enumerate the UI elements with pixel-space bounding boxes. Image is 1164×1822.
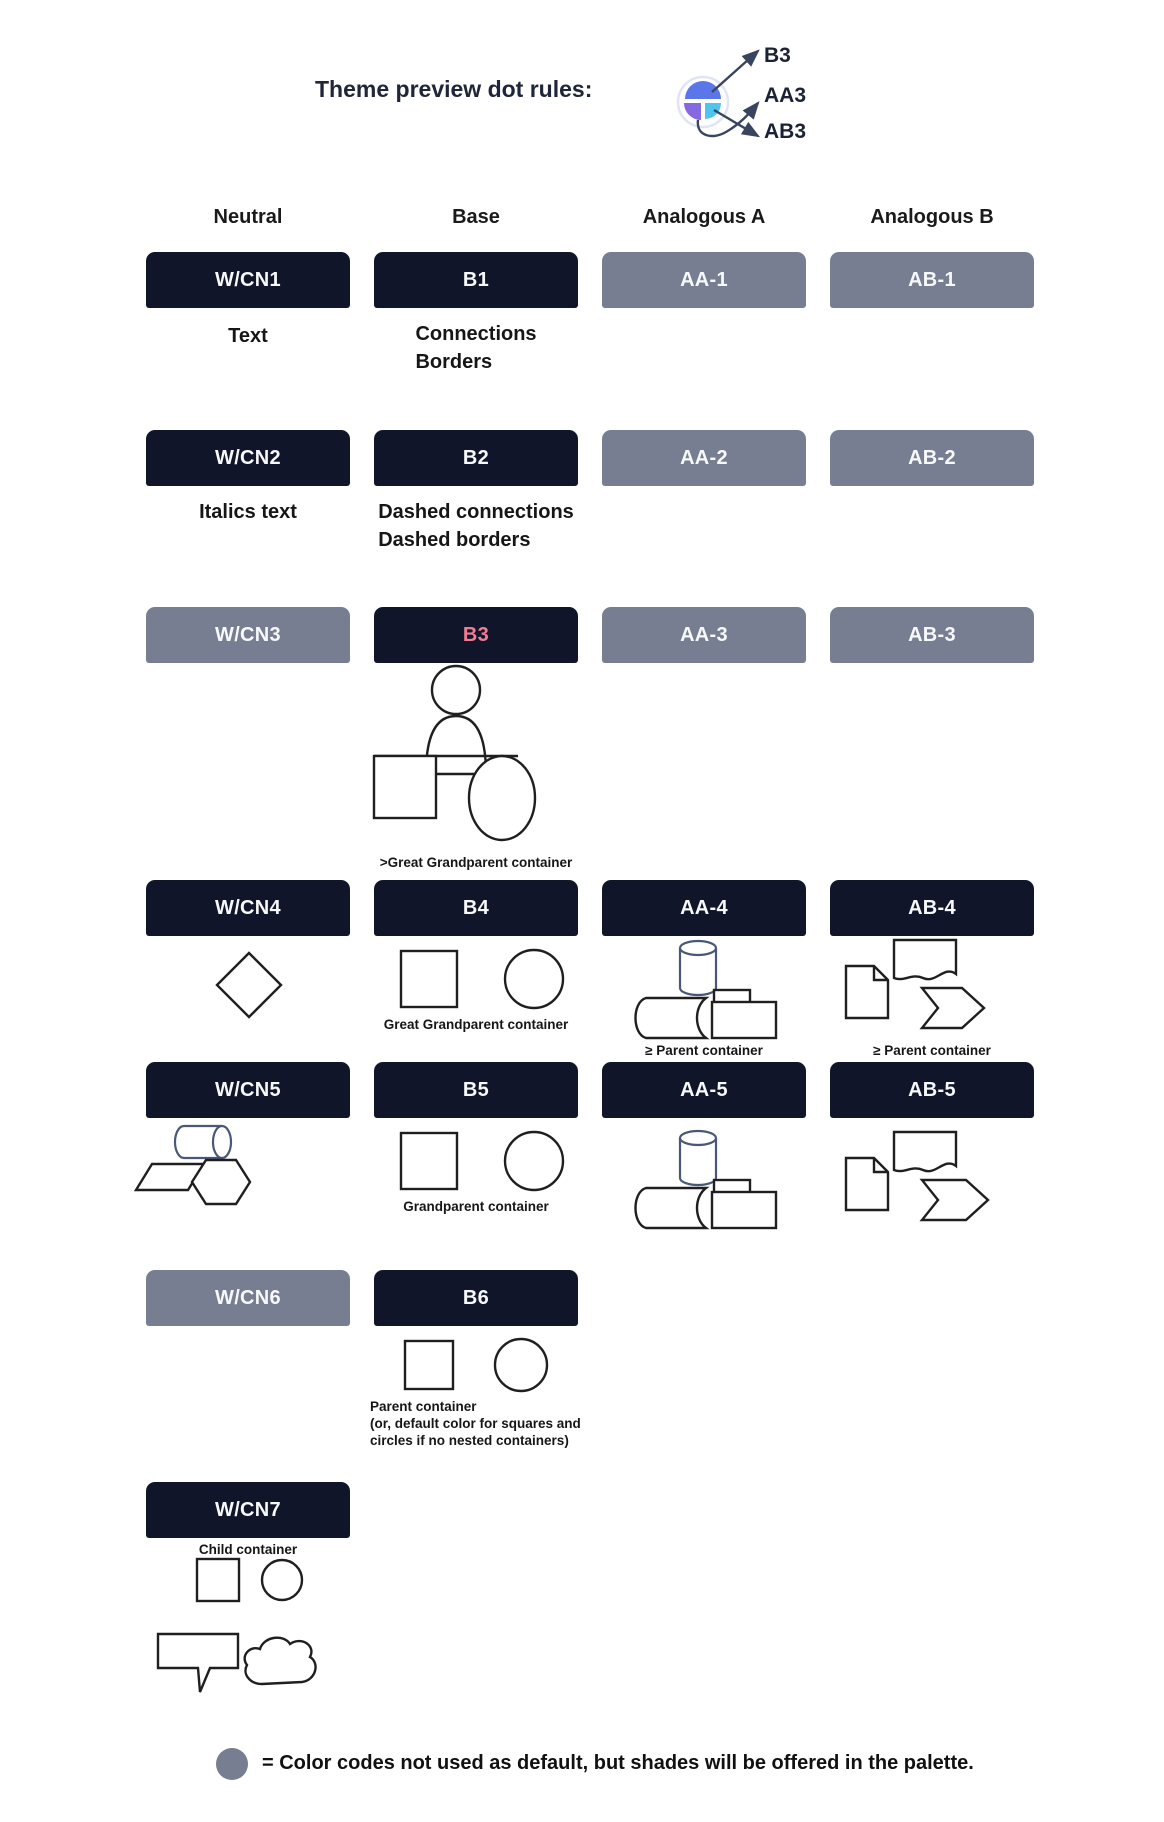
square-shape xyxy=(197,1559,239,1601)
swatch-label: W/CN1 xyxy=(215,268,281,291)
caption-line: Borders xyxy=(415,351,493,373)
diamond-shape xyxy=(214,950,284,1020)
swatch-aa2 xyxy=(602,430,806,486)
stored-data-shape xyxy=(636,1188,707,1228)
hexagon-shape xyxy=(192,1160,250,1204)
swatch-ab1 xyxy=(830,252,1034,308)
cloud-shape xyxy=(245,1638,316,1684)
square-circle-shapes xyxy=(402,1336,552,1396)
swatch-aa4 xyxy=(602,880,806,936)
swatch-label: W/CN5 xyxy=(215,1078,281,1101)
swatch-wcn2 xyxy=(146,430,350,486)
page-document-chevron-shapes xyxy=(838,934,998,1036)
square-shape xyxy=(405,1341,453,1389)
caption-b6-shapes xyxy=(370,1398,620,1449)
swatch-b1 xyxy=(374,252,578,308)
swatch-label: AB-5 xyxy=(908,1078,956,1101)
caption-aa4-shapes: ≥ Parent container xyxy=(645,1043,763,1058)
page-folded-corner-shape xyxy=(846,1158,888,1210)
caption-italics-text: Italics text xyxy=(199,501,297,523)
circle-shape xyxy=(495,1339,547,1391)
swatch-label: AB-1 xyxy=(908,268,956,291)
caption-b5-shapes: Grandparent container xyxy=(403,1199,549,1214)
column-header-analogous-b: Analogous B xyxy=(870,206,994,228)
page-document-chevron-shapes xyxy=(838,1126,998,1228)
speech-bubble-shape xyxy=(158,1634,238,1692)
dot-rule-label-ab3: AB3 xyxy=(764,120,807,143)
caption-line: (or, default color for squares and xyxy=(370,1416,581,1431)
swatch-aa3 xyxy=(602,607,806,663)
square-circle-shapes xyxy=(398,946,568,1012)
ellipse-shape xyxy=(469,756,535,840)
swatch-b2 xyxy=(374,430,578,486)
square-shape xyxy=(401,951,457,1007)
swatch-label: AA-5 xyxy=(680,1078,728,1101)
swatch-label: W/CN4 xyxy=(215,896,281,919)
swatch-label: W/CN6 xyxy=(215,1286,281,1309)
swatch-b3 xyxy=(374,607,578,663)
cylinder-storeddata-folder-shapes xyxy=(622,1126,782,1232)
swatch-ab3 xyxy=(830,607,1034,663)
swatch-wcn6 xyxy=(146,1270,350,1326)
caption-b3-shapes: >Great Grandparent container xyxy=(379,855,573,870)
caption-line: Dashed borders xyxy=(378,529,531,551)
caption-line: Parent container xyxy=(370,1399,477,1414)
swatch-label: AA-4 xyxy=(680,896,728,919)
square-shape xyxy=(401,1133,457,1189)
chevron-shape xyxy=(922,1180,988,1220)
swatch-label: AA-1 xyxy=(680,268,728,291)
swatch-label: W/CN7 xyxy=(215,1498,281,1521)
legend-gray-dot-icon xyxy=(216,1748,248,1780)
square-shape xyxy=(374,756,436,818)
swatch-label: W/CN3 xyxy=(215,623,281,646)
folder-shape xyxy=(712,1002,776,1038)
legend-text: = Color codes not used as default, but shades will be offered in the palette. xyxy=(262,1752,974,1774)
swatch-label: AB-3 xyxy=(908,623,956,646)
square-circle-shapes xyxy=(194,1556,306,1604)
caption-text: Text xyxy=(228,325,268,347)
swatch-b4 xyxy=(374,880,578,936)
speech-bubble-cloud-shapes xyxy=(150,1626,335,1702)
circle-shape xyxy=(505,1132,563,1190)
cylinder-storeddata-folder-shapes xyxy=(622,936,782,1042)
wavy-document-shape xyxy=(894,1132,956,1171)
swatch-wcn1 xyxy=(146,252,350,308)
swatch-ab5 xyxy=(830,1062,1034,1118)
swatch-label: B6 xyxy=(462,1286,490,1309)
swatch-label: B2 xyxy=(462,446,490,469)
page-title: Theme preview dot rules: xyxy=(315,76,593,102)
dot-rule-label-b3: B3 xyxy=(764,44,791,67)
caption-line: circles if no nested containers) xyxy=(370,1433,569,1448)
caption-wcn7-shapes: Child container xyxy=(198,1542,298,1557)
swatch-label: AA-3 xyxy=(680,623,728,646)
swatch-b5 xyxy=(374,1062,578,1118)
person-square-circle-shapes xyxy=(366,662,546,852)
swatch-label: B4 xyxy=(462,896,490,919)
folder-shape xyxy=(712,1192,776,1228)
caption-dashed xyxy=(374,498,578,554)
swatch-wcn7 xyxy=(146,1482,350,1538)
swatch-label: AB-4 xyxy=(908,896,956,919)
swatch-label: B5 xyxy=(462,1078,490,1101)
swatch-aa1 xyxy=(602,252,806,308)
swatch-label: AB-2 xyxy=(908,446,956,469)
page-folded-corner-shape xyxy=(846,966,888,1018)
swatch-ab4 xyxy=(830,880,1034,936)
swatch-label: W/CN2 xyxy=(215,446,281,469)
swatch-wcn3 xyxy=(146,607,350,663)
swatch-ab2 xyxy=(830,430,1034,486)
swatch-label: B1 xyxy=(462,268,490,291)
swatch-label: AA-2 xyxy=(680,446,728,469)
column-header-base: Base xyxy=(452,206,500,228)
chevron-shape xyxy=(922,988,984,1028)
swatch-wcn5 xyxy=(146,1062,350,1118)
circle-shape xyxy=(262,1560,302,1600)
stored-data-shape xyxy=(636,998,707,1038)
swatch-wcn4 xyxy=(146,880,350,936)
swatch-aa5 xyxy=(602,1062,806,1118)
wavy-document-shape xyxy=(894,940,956,979)
column-header-neutral: Neutral xyxy=(213,206,283,228)
person-head-icon xyxy=(432,666,480,714)
caption-b4-shapes: Great Grandparent container xyxy=(383,1017,569,1032)
column-header-analogous-a: Analogous A xyxy=(642,206,766,228)
caption-line: Dashed connections xyxy=(378,501,574,523)
square-circle-shapes xyxy=(398,1128,568,1194)
dot-rule-label-aa3: AA3 xyxy=(764,84,807,107)
circle-shape xyxy=(505,950,563,1008)
caption-connections-borders xyxy=(374,320,578,376)
swatch-b6 xyxy=(374,1270,578,1326)
cylinder-parallelogram-hexagon-shapes xyxy=(126,1122,256,1214)
caption-line: Connections xyxy=(415,323,537,345)
swatch-label-pink: B3 xyxy=(462,623,490,646)
caption-ab4-shapes: ≥ Parent container xyxy=(873,1043,991,1058)
